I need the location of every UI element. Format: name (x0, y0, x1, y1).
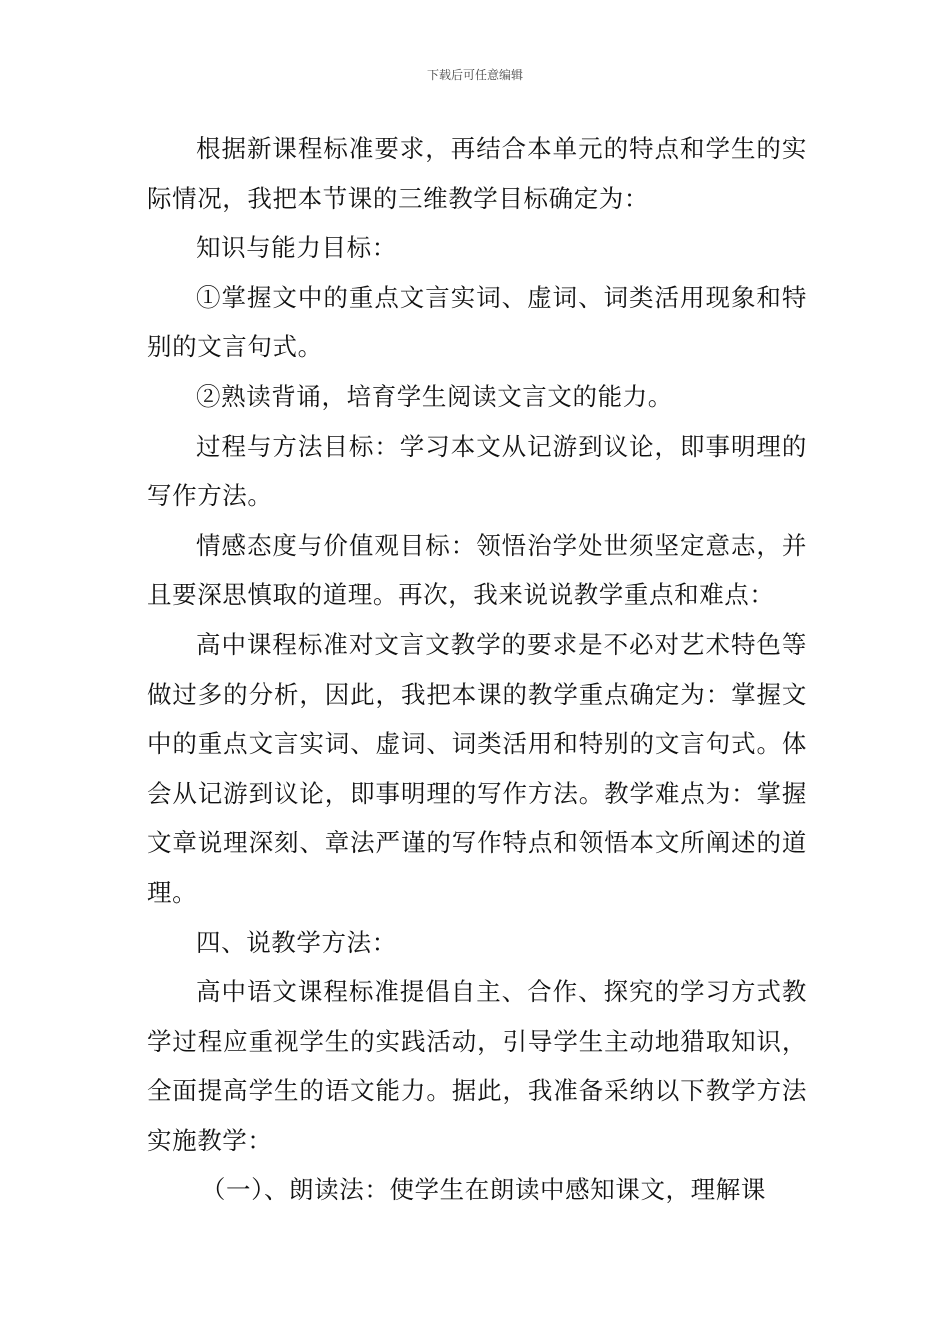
paragraph: 高中课程标准对文言文教学的要求是不必对艺术特色等做过多的分析，因此，我把本课的教学重点确定为：掌握文中的重点文言实词、虚词、词类活用和特别的文言句式。体会从记游到议论，即事明理的写作方法。教学难点为：掌握文章说理深刻、章法严谨的写作特点和领悟本文所阐述的道理。 (147, 629, 807, 907)
paragraph: 根据新课程标准要求，再结合本单元的特点和学生的实际情况，我把本节课的三维教学目标确定为： (147, 134, 807, 213)
section-heading: 四、说教学方法： (196, 927, 397, 957)
paragraph: 情感态度与价值观目标：领悟治学处世须坚定意志，并且要深思慎取的道理。再次，我来说说教学重点和难点： (147, 530, 807, 610)
paragraph: ②熟读背诵，培育学生阅读文言文的能力。 (196, 381, 673, 411)
document-body (147, 124, 807, 1215)
paragraph: 知识与能力目标： (196, 233, 397, 263)
paragraph: ①掌握文中的重点文言实词、虚词、词类活用现象和特别的文言句式。 (147, 282, 807, 362)
paragraph: 过程与方法目标：学习本文从记游到议论，即事明理的写作方法。 (147, 431, 807, 511)
paragraph: （一）、朗读法：使学生在朗读中感知课文，理解课 (200, 1175, 766, 1205)
page-header: 下载后可任意编辑 (426, 68, 523, 82)
paragraph: 高中语文课程标准提倡自主、合作、探究的学习方式教学过程应重视学生的实践活动，引导学生主动地猎取知识，全面提高学生的语文能力。据此，我准备采纳以下教学方法实施教学： (147, 977, 807, 1155)
